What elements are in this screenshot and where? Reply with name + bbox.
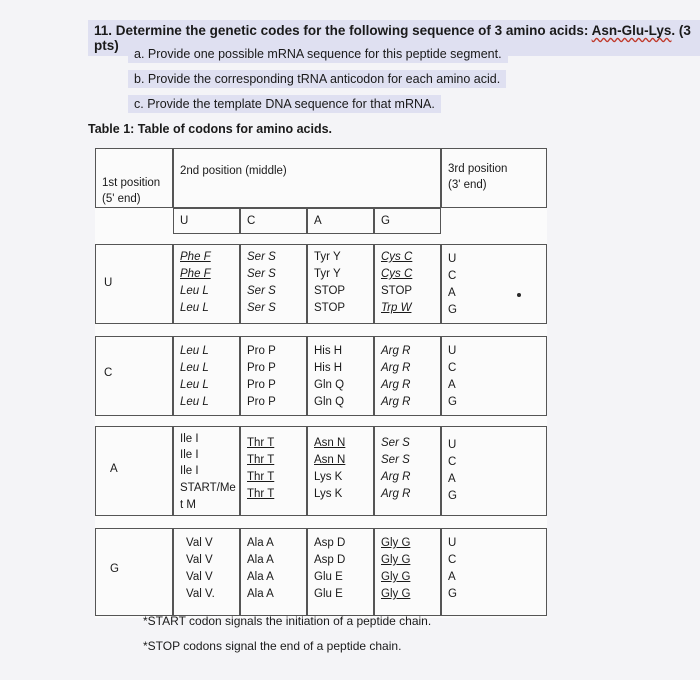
column-header-c-label: C — [247, 215, 256, 227]
row-u-col-a — [307, 244, 374, 324]
codon-acg: Thr T — [247, 488, 275, 500]
codon-gag: Glu E — [314, 588, 343, 600]
codon-ccc: Pro P — [247, 362, 276, 374]
row-u-col-c — [240, 244, 307, 324]
codon-ggg: Gly G — [381, 588, 411, 600]
row-u-third-u: U — [448, 253, 457, 265]
row-a-col-c — [240, 426, 307, 516]
codon-ucg: Ser S — [247, 302, 276, 314]
row-a-third-c: C — [448, 456, 457, 468]
codon-cca: Pro P — [247, 379, 276, 391]
column-header-a — [307, 208, 374, 234]
codon-ugg: Trp W — [381, 302, 412, 314]
codon-aca: Thr T — [247, 471, 275, 483]
stray-dot-mark — [517, 293, 521, 297]
row-a-col-g — [374, 426, 441, 516]
row-g-col-g — [374, 528, 441, 616]
row-c-third-c: C — [448, 362, 457, 374]
codon-cuu: Leu L — [180, 345, 209, 357]
row-u-third-g: G — [448, 304, 457, 316]
codon-gca: Ala A — [247, 571, 274, 583]
codon-aug: START/Me — [180, 482, 236, 494]
codon-uuu: Phe F — [180, 251, 211, 263]
row-a-col-u — [173, 426, 240, 516]
codon-ucu: Ser S — [247, 251, 276, 263]
row-c-col-a — [307, 336, 374, 416]
codon-aga: Arg R — [381, 471, 411, 483]
codon-ucc: Ser S — [247, 268, 276, 280]
codon-gug: Val V. — [186, 588, 215, 600]
codon-table — [95, 148, 547, 618]
codon-aag: Lys K — [314, 488, 343, 500]
codon-gcg: Ala A — [247, 588, 274, 600]
row-u-base-label: U — [104, 277, 113, 289]
codon-auc: Ile I — [180, 449, 199, 461]
row-u-third-c: C — [448, 270, 457, 282]
row-c-base — [95, 336, 173, 416]
second-position-label: 2nd position (middle) — [180, 165, 287, 177]
codon-gac: Asp D — [314, 554, 346, 566]
codon-cuc: Leu L — [180, 362, 209, 374]
question-suffix: . (3 pts) — [94, 23, 691, 53]
row-g-third-a: A — [448, 571, 456, 583]
codon-cag: Gln Q — [314, 396, 345, 408]
footnote-stop: *STOP codons signal the end of a peptide chain. — [143, 639, 402, 653]
first-position-label: 1st position — [102, 177, 161, 189]
codon-auu: Ile I — [180, 433, 199, 445]
codon-acu: Thr T — [247, 437, 275, 449]
codon-aug-cont: t M — [180, 499, 196, 511]
codon-uua: Leu L — [180, 285, 209, 297]
codon-ugc: Cys C — [381, 268, 413, 280]
row-g-third-g: G — [448, 588, 457, 600]
question-number: 11. — [94, 23, 113, 38]
codon-caa: Gln Q — [314, 379, 345, 391]
row-u-base — [95, 244, 173, 324]
row-a-base-label: A — [110, 463, 118, 475]
column-header-c — [240, 208, 307, 234]
row-a-third-a: A — [448, 473, 456, 485]
question-prefix: Determine the genetic codes for the following sequence of 3 amino acids: — [115, 23, 592, 38]
row-c-third — [441, 336, 547, 416]
codon-cua: Leu L — [180, 379, 209, 391]
row-a-third-u: U — [448, 439, 457, 451]
question-part-c: c. Provide the template DNA sequence for that mRNA. — [128, 95, 441, 113]
table-caption: Table 1: Table of codons for amino acids. — [88, 122, 333, 136]
codon-agg: Arg R — [381, 488, 411, 500]
codon-ugu: Cys C — [381, 251, 413, 263]
codon-gga: Gly G — [381, 571, 411, 583]
row-g-col-u — [173, 528, 240, 616]
row-u-col-g — [374, 244, 441, 324]
row-a-col-a — [307, 426, 374, 516]
row-g-base-label: G — [110, 563, 119, 575]
codon-uau: Tyr Y — [314, 251, 341, 263]
row-a-third-g: G — [448, 490, 457, 502]
codon-gau: Asp D — [314, 537, 346, 549]
column-header-a-label: A — [314, 215, 322, 227]
column-header-u-label: U — [180, 215, 189, 227]
codon-cgc: Arg R — [381, 362, 411, 374]
first-position-end: (5' end) — [102, 193, 141, 205]
row-c-base-label: C — [104, 367, 113, 379]
codon-cac: His H — [314, 362, 343, 374]
codon-aau: Asn N — [314, 437, 346, 449]
codon-uac: Tyr Y — [314, 268, 341, 280]
amino-acid-sequence: Asn-Glu-Lys — [591, 23, 672, 38]
codon-cgg: Arg R — [381, 396, 411, 408]
codon-cau: His H — [314, 345, 343, 357]
codon-uuc: Phe F — [180, 268, 211, 280]
row-c-col-g — [374, 336, 441, 416]
row-c-col-u — [173, 336, 240, 416]
row-u-col-u — [173, 244, 240, 324]
codon-aac: Asn N — [314, 454, 346, 466]
codon-aaa: Lys K — [314, 471, 343, 483]
row-u-third — [441, 244, 547, 324]
row-g-base — [95, 528, 173, 616]
column-header-g-label: G — [381, 215, 390, 227]
codon-ccg: Pro P — [247, 396, 276, 408]
codon-gcc: Ala A — [247, 554, 274, 566]
row-a-base — [95, 426, 173, 516]
question-part-a: a. Provide one possible mRNA sequence for this peptide segment. — [128, 45, 508, 63]
codon-gua: Val V — [186, 571, 213, 583]
row-c-third-u: U — [448, 345, 457, 357]
codon-gaa: Glu E — [314, 571, 343, 583]
row-c-third-a: A — [448, 379, 456, 391]
codon-agc: Ser S — [381, 454, 410, 466]
column-header-g — [374, 208, 441, 234]
codon-cgu: Arg R — [381, 345, 411, 357]
codon-uga: STOP — [381, 285, 413, 297]
codon-ccu: Pro P — [247, 345, 276, 357]
row-g-col-c — [240, 528, 307, 616]
codon-gcu: Ala A — [247, 537, 274, 549]
codon-ggc: Gly G — [381, 554, 411, 566]
column-header-u — [173, 208, 240, 234]
third-position-header — [441, 148, 547, 208]
third-position-label: 3rd position — [448, 163, 508, 175]
codon-aua: Ile I — [180, 465, 199, 477]
row-g-col-a — [307, 528, 374, 616]
codon-guc: Val V — [186, 554, 213, 566]
row-g-third-c: C — [448, 554, 457, 566]
codon-uag: STOP — [314, 302, 346, 314]
codon-acc: Thr T — [247, 454, 275, 466]
second-position-header — [173, 148, 441, 208]
codon-ggu: Gly G — [381, 537, 411, 549]
question-part-b: b. Provide the corresponding tRNA anticodon for each amino acid. — [128, 70, 506, 88]
codon-uca: Ser S — [247, 285, 276, 297]
first-position-header — [95, 148, 173, 208]
codon-cug: Leu L — [180, 396, 209, 408]
row-u-third-a: A — [448, 287, 456, 299]
row-c-col-c — [240, 336, 307, 416]
codon-uug: Leu L — [180, 302, 209, 314]
row-g-third-u: U — [448, 537, 457, 549]
codon-guu: Val V — [186, 537, 213, 549]
codon-uaa: STOP — [314, 285, 346, 297]
row-c-third-g: G — [448, 396, 457, 408]
codon-cga: Arg R — [381, 379, 411, 391]
footnote-start: *START codon signals the initiation of a peptide chain. — [143, 614, 432, 628]
row-g-third — [441, 528, 547, 616]
row-a-third — [441, 426, 547, 516]
third-position-end: (3' end) — [448, 179, 487, 191]
codon-agu: Ser S — [381, 437, 410, 449]
